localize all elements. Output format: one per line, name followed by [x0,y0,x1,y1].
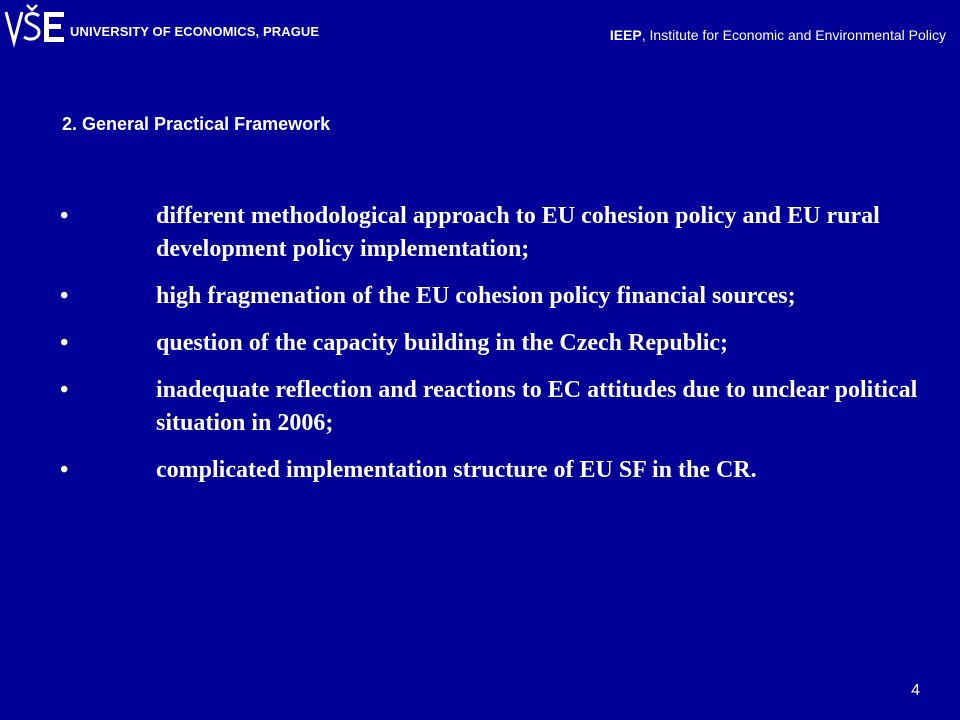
page-number: 4 [911,682,920,699]
bullet-item [60,454,920,487]
bullet-item [60,327,920,360]
bullet-text: high fragmenation of the EU cohesion policy financial sources; [156,283,796,309]
bullet-item [60,280,920,313]
university-name: UNIVERSITY OF ECONOMICS, PRAGUE [70,24,320,39]
bullet-item [60,200,920,266]
vse-logo [4,2,66,48]
bullet-icon: • [60,457,69,483]
institute-name [610,27,946,43]
institute-full-name: , Institute for Economic and Environmental Policy [641,27,946,43]
bullet-text: question of the capacity building in the Czech Republic; [156,330,729,356]
bullet-icon: • [60,283,69,309]
slide-heading: 2. General Practical Framework [62,114,331,134]
bullet-icon: • [60,330,69,356]
bullet-item [60,374,920,440]
bullet-text: inadequate reflection and reactions to EC attitudes due to unclear political situation in 2006; [156,377,918,436]
institute-abbreviation: IEEP [609,27,642,43]
bullet-text: complicated implementation structure of EU SF in the CR. [156,457,757,483]
bullet-text: different methodological approach to EU cohesion policy and EU rural development policy implementation; [156,203,880,262]
bullet-icon: • [60,203,69,229]
bullet-icon: • [60,377,69,403]
bullet-list [60,200,920,501]
